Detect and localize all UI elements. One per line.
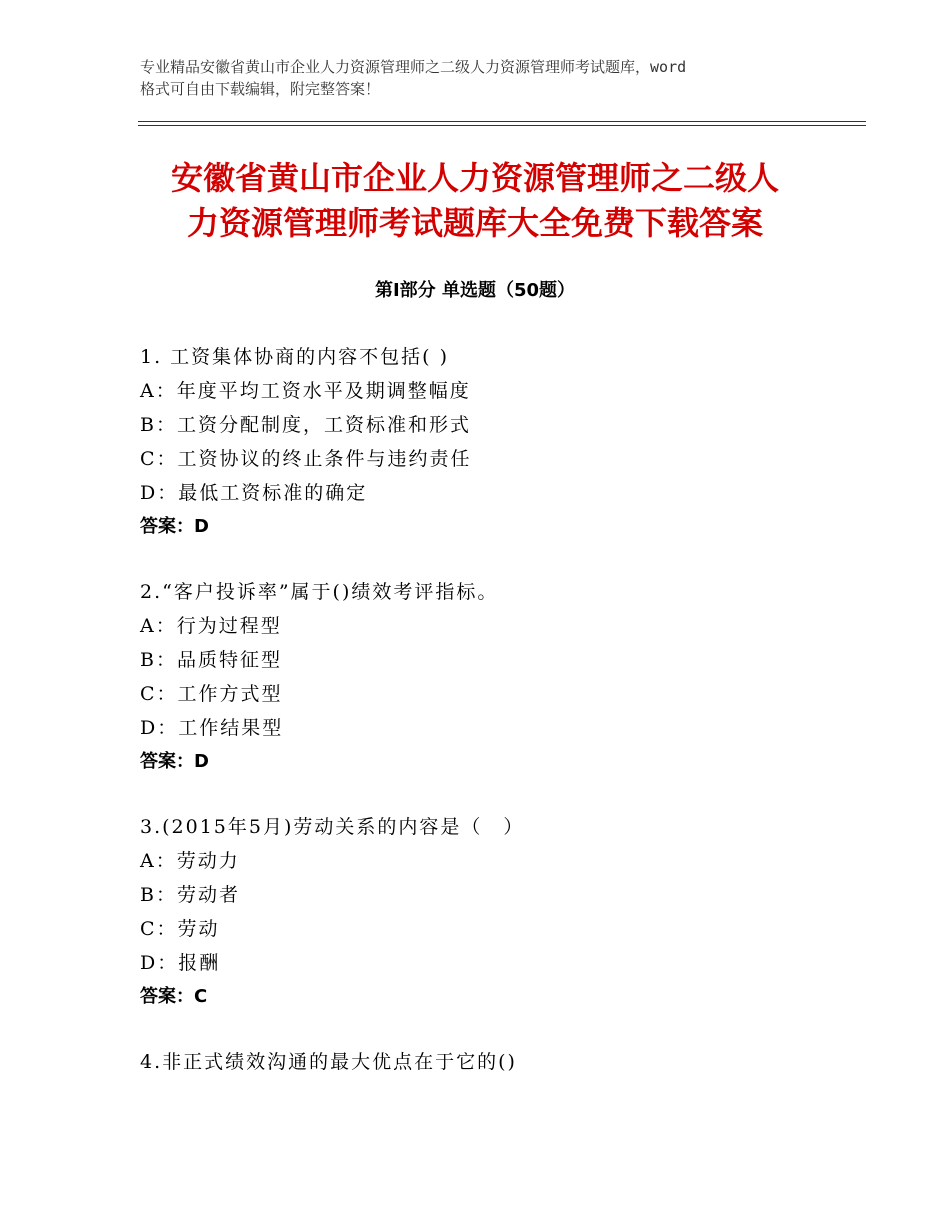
option-d: D：报酬 xyxy=(140,952,221,974)
answer-line xyxy=(140,510,860,544)
answer-value: C xyxy=(194,986,208,1007)
title-line: 力资源管理师考试题库大全免费下载答案 xyxy=(186,204,763,242)
question-1 xyxy=(140,340,860,544)
option-a: A：年度平均工资水平及期调整幅度 xyxy=(140,380,471,402)
option-a: A：行为过程型 xyxy=(140,615,282,637)
header-note-line: 专业精品安徽省黄山市企业人力资源管理师之二级人力资源管理师考试题库，word xyxy=(140,58,687,76)
option-c: C：工资协议的终止条件与违约责任 xyxy=(140,448,472,470)
question-stem: 4.非正式绩效沟通的最大优点在于它的() xyxy=(140,1051,517,1073)
answer-label: 答案： xyxy=(140,516,194,537)
answer-label: 答案： xyxy=(140,751,194,772)
header-note xyxy=(140,56,830,100)
question-stem: 2.“客户投诉率”属于()绩效考评指标。 xyxy=(140,581,499,603)
option-c: C：劳动 xyxy=(140,918,220,940)
question-list xyxy=(140,340,860,1110)
answer-value: D xyxy=(194,751,209,772)
question-4 xyxy=(140,1045,860,1079)
option-b: B：工资分配制度，工资标准和形式 xyxy=(140,414,471,436)
question-stem: 1. 工资集体协商的内容不包括( ) xyxy=(140,346,450,368)
option-c: C：工作方式型 xyxy=(140,683,283,705)
answer-label: 答案： xyxy=(140,986,194,1007)
option-d: D：工作结果型 xyxy=(140,717,284,739)
answer-value: D xyxy=(194,516,209,537)
answer-line xyxy=(140,980,860,1014)
answer-line xyxy=(140,745,860,779)
option-b: B：品质特征型 xyxy=(140,649,282,671)
question-2 xyxy=(140,575,860,779)
question-stem: 3.(2015年5月)劳动关系的内容是（ ） xyxy=(140,816,525,838)
document-title xyxy=(100,156,850,246)
header-divider xyxy=(138,125,866,126)
header-note-line: 格式可自由下载编辑，附完整答案！ xyxy=(140,80,381,98)
header-divider xyxy=(138,121,866,122)
title-line: 安徽省黄山市企业人力资源管理师之二级人 xyxy=(170,159,779,197)
option-b: B：劳动者 xyxy=(140,884,240,906)
option-d: D：最低工资标准的确定 xyxy=(140,482,368,504)
option-a: A：劳动力 xyxy=(140,850,240,872)
section-heading: 第Ⅰ部分 单选题（50题） xyxy=(374,280,575,301)
question-3 xyxy=(140,810,860,1014)
